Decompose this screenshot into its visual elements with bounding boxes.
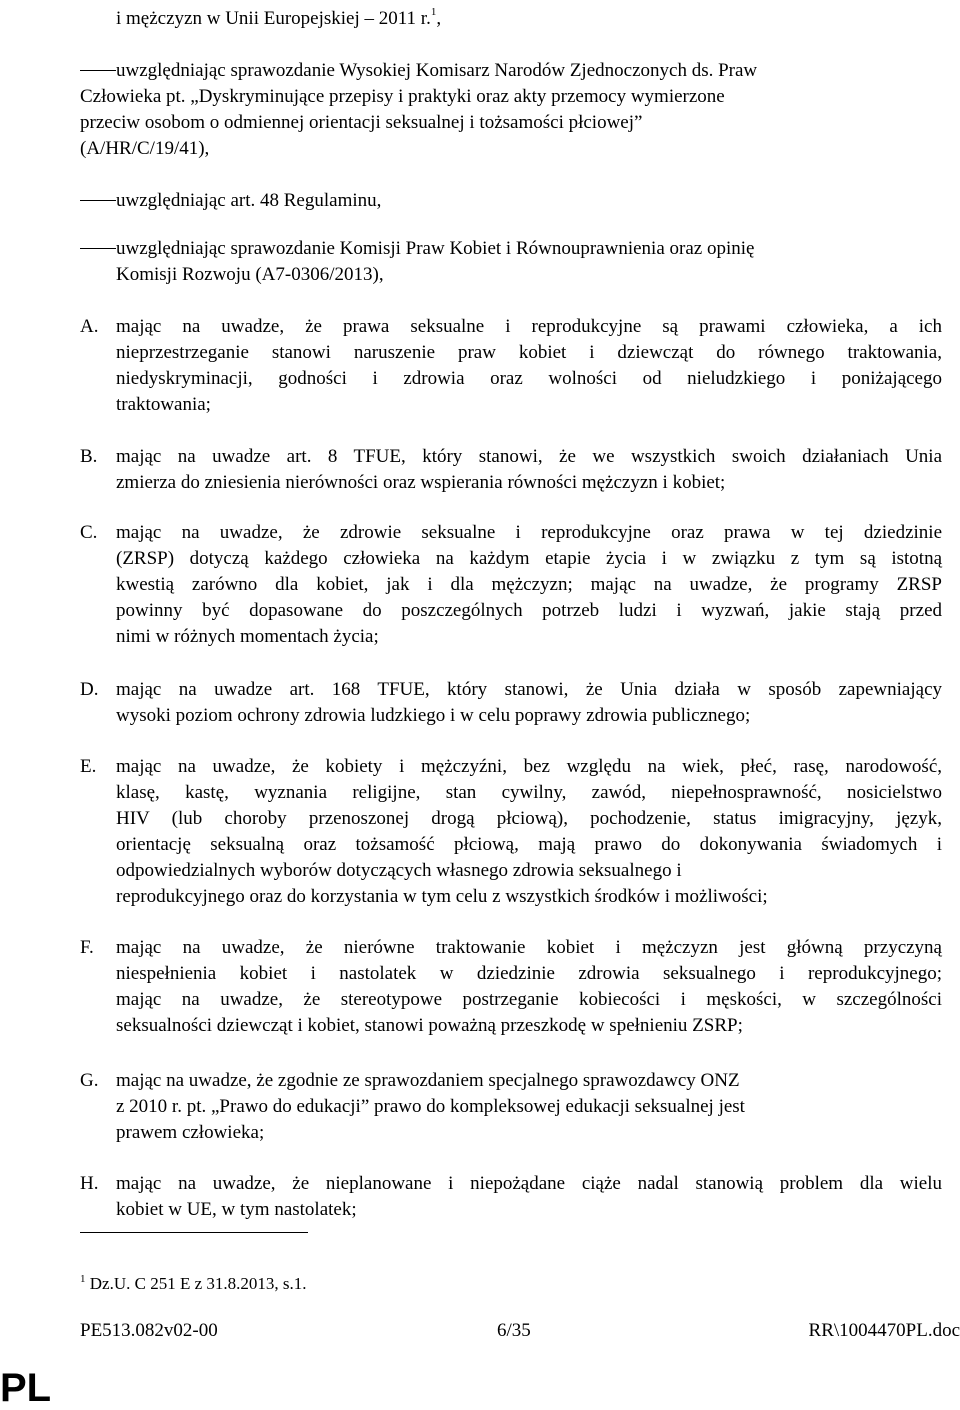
footer-page-number: 6/35 [497,1320,531,1341]
recital-text: mając na uwadze, że kobiety i mężczyźni, bez względu na wiek, płeć, rasę, narodowość, klasę, kastę, wyznania religijne, stan cywilny, zawód, niepełnosprawność, nosicielstwo HIV (lub choroby przenoszonej drogą płciową), pochodzenie, status imigracyjny, język, orientację seksualną oraz tożsamość płciową, mają prawo do dokonywania świadomych i odpowiedzialnych wyborów dotyczących własnego zdrowia seksualnego i reprodukcyjnego oraz do korzystania w tym celu z wszystkich środków i możliwości; [116,756,942,907]
recital-text: mając na uwadze, że nieplanowane i niepożądane ciąże nadal stanowią problem dla wielu kobiet w UE, w tym nastolatek; [116,1173,942,1220]
dash-marker [80,248,116,249]
recital-letter: H. [80,1173,99,1194]
recital-letter: B. [80,446,98,467]
recital-letter: D. [80,679,99,700]
recital-text: mając na uwadze art. 8 TFUE, który stanowi, że we wszystkich swoich działaniach Unia zmierza do zniesienia nierówności oraz wspierania równości mężczyzn i kobiet; [116,446,942,493]
intro-line: i mężczyzn w Unii Europejskiej – 2011 r.$^1$, [116,6,442,29]
recital-letter: C. [80,522,98,543]
recital-letter: A. [80,316,99,337]
recital-text: mając na uwadze art. 168 TFUE, który stanowi, że Unia działa w sposób zapewniający wysoki poziom ochrony zdrowia ludzkiego i w celu poprawy zdrowia publicznego; [116,679,942,726]
recital-text: mając na uwadze, że zgodnie ze sprawozdaniem specjalnego sprawozdawcy ONZ z 2010 r. pt. „Prawo do edukacji” prawo do kompleksowej edukacji seksualnej jest prawem człowieka; [116,1070,745,1143]
footer-file-name: RR\1004470PL.doc [808,1320,960,1341]
consideration-text: uwzględniając sprawozdanie Komisji Praw Kobiet i Równouprawnienia oraz opinię Komisji Rozwoju (A7-0306/2013), [116,238,755,285]
recital-text: mając na uwadze, że prawa seksualne i reprodukcyjne są prawami człowieka, a ich nieprzestrzeganie stanowi naruszenie praw kobiet i dziewcząt do równego traktowania, niedyskryminacji, godności i zdrowia oraz wolności od nieludzkiego i poniżającego traktowania; [116,316,942,415]
dash-marker [80,70,116,71]
recital-text: mając na uwadze, że zdrowie seksualne i reprodukcyjne oraz prawa w tej dziedzinie (ZRSP) dotyczą każdego człowieka na każdym etapie życia i w związku z tym są istotną kwestią zarówno dla kobiet, jak i dla mężczyzn; mając na uwadze, że programy ZRSP powinny być dopasowane do poszczególnych potrzeb ludzi i wyzwań, jakie stają przed nimi w różnych momentach życia; [116,522,942,647]
recital-letter: G. [80,1070,99,1091]
footnote-ref[interactable]: 1 [430,6,437,18]
consideration-text: uwzględniając sprawozdanie Wysokiej Komisarz Narodów Zjednoczonych ds. Praw Człowieka pt. „Dyskryminujące przepisy i praktyki oraz akty przemocy wymierzone przeciw osobom o odmiennej orientacji seksualnej i tożsamości płciowej” (A/HR/C/19/41), [80,60,758,159]
dash-marker [80,200,116,201]
footnote: $^1$ Dz.U. C 251 E z 31.8.2013, s.1. [80,1273,307,1293]
recital-text: mając na uwadze, że nierówne traktowanie kobiet i mężczyzn jest główną przyczyną niespełnienia kobiet i nastolatek w dziedzinie zdrowia seksualnego i reprodukcyjnego; mając na uwadze, że stereotypowe postrzeganie kobiecości i męskości, w szczególności seksualności dziewcząt i kobiet, stanowi poważną przeszkodę w spełnieniu ZSRP; [116,937,942,1036]
footer-doc-id: PE513.082v02-00 [80,1320,218,1341]
recital-letter: F. [80,937,94,958]
recital-letter: E. [80,756,97,777]
footnote-separator [80,1232,308,1233]
footnote-number: 1 [80,1273,86,1285]
consideration-text: uwzględniając art. 48 Regulaminu, [116,190,382,211]
language-code: PL [0,1366,52,1410]
